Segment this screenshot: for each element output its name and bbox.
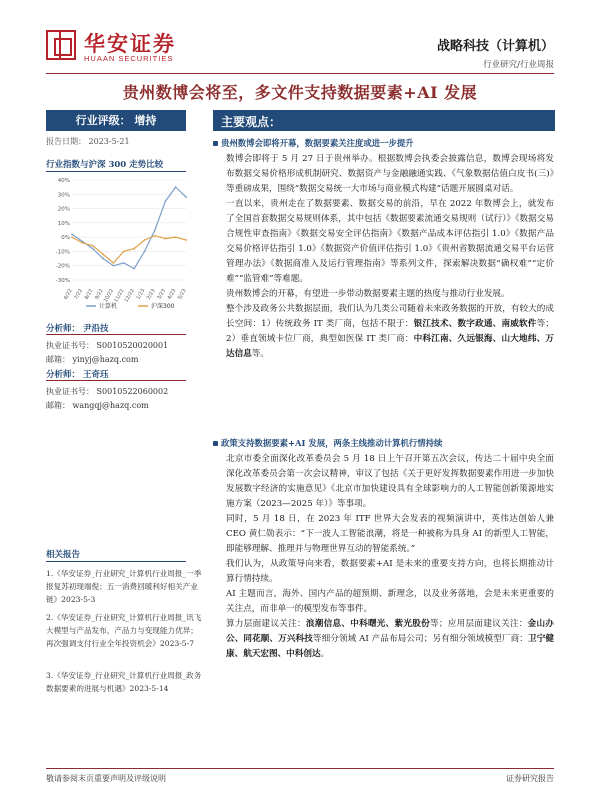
- report-date: 报告日期： 2023-5-21: [46, 137, 130, 146]
- legend-label: 沪深300: [151, 303, 175, 310]
- x-tick-label: 3/23: [156, 288, 168, 301]
- data-point: [185, 239, 187, 241]
- y-tick-label: -10%: [55, 249, 70, 256]
- x-tick-label: 7/22: [73, 288, 85, 301]
- bullet-heading-2: 政策支持数据要素+AI 发展，两条主线推动计算机行情持续: [221, 438, 443, 448]
- x-tick-label: 8/22: [83, 288, 95, 301]
- analyst-1-cert: 执业证书号： S0010520020001: [46, 341, 169, 350]
- data-point: [102, 253, 104, 255]
- x-tick-label: 5/23: [176, 288, 188, 301]
- brand-name: 华安证券: [84, 31, 176, 56]
- related-rule: [46, 561, 186, 562]
- company-logo: [46, 30, 76, 60]
- series-line-1: [72, 236, 186, 263]
- data-point: [133, 248, 135, 250]
- x-tick-label: 12/22: [123, 288, 136, 304]
- footer-divider: [46, 768, 554, 769]
- data-point: [185, 196, 187, 198]
- y-tick-label: 20%: [57, 206, 70, 213]
- highlight-companies: 银江技术、数字政通、南威软件: [413, 319, 537, 329]
- data-point: [144, 251, 146, 253]
- analyst-2-name: 分析师： 王奇珏: [46, 370, 109, 380]
- data-point: [175, 236, 177, 238]
- bullet-icon: [213, 141, 218, 146]
- main-points-heading: 主要观点：: [221, 115, 282, 129]
- y-tick-label: 30%: [57, 192, 70, 199]
- series-line-0: [72, 187, 186, 269]
- data-point: [154, 235, 156, 237]
- x-tick-label: 1/23: [135, 288, 147, 301]
- paragraph: 数博会即将于 5 月 27 日于贵州举办。根据数博会执委会披露信息，数博会现场将发布数据交易价格形成机制研究、数据资产与金融融通实践、《气象数据估值白皮书(三)》等重磅成果，围绕“数据交易统一大市场与商业模式构建”话题开展圆桌对话。: [226, 154, 554, 194]
- data-point: [113, 262, 115, 264]
- analyst-2-cert: 执业证书号： S0010522060002: [46, 387, 169, 396]
- chart-title: 行业指数与沪深 300 走势比较: [46, 160, 164, 170]
- x-tick-label: 11/22: [113, 288, 126, 304]
- footer-disclaimer[interactable]: 敬请参阅末页重要声明及评级说明: [46, 774, 166, 783]
- industry-rating: 行业评级： 增持: [46, 110, 186, 131]
- legend-label: 计算机: [99, 303, 118, 310]
- paragraph: 贵州数博会的开幕，有望进一步带动数据要素主题的热度与推动行业发展。: [226, 289, 510, 299]
- highlight-companies: 浪潮信息、中科曙光、紫光股份: [305, 619, 431, 629]
- data-point: [92, 245, 94, 247]
- analyst-2-email: 邮箱： wangqj@hazq.com: [46, 401, 149, 410]
- highlight-companies: 中科江南、久远银海、山大地纬、万达信息: [226, 334, 554, 359]
- highlight-companies: 卫宁健康、航天宏图、中科创达: [226, 634, 554, 659]
- paragraph: 北京市委全面深化改革委员会 5 月 18 日上午召开第五次会议，传达二十届中央全面深化改革委员会第一次会议精神，审议了包括《关于更好发挥数据要素作用进一步加快发展数字经济的实施意见》《北京市加快建设具有全球影响力的人工智能创新策源地实施方案（2023—2025 年）》等事项。: [226, 454, 554, 509]
- data-point: [71, 236, 73, 238]
- analyst-1-rule: [46, 334, 186, 335]
- index-chart: [46, 176, 196, 316]
- y-tick-label: -20%: [55, 263, 70, 270]
- report-subtype: 行业研究/行业周报: [483, 60, 554, 70]
- data-point: [123, 251, 125, 253]
- body-text-block-1: [226, 152, 554, 362]
- x-tick-label: 4/23: [166, 288, 178, 301]
- report-type: 战略科技（计算机）: [436, 39, 554, 54]
- related-report[interactable]: 1.《华安证券_行业研究_计算机行业周报_一季报复苏初现端倪；五一消费回暖利好相关产业链》2023-5-3: [46, 569, 202, 604]
- paragraph: 整个涉及政务公共数据层面，我们认为几类公司随着未来政务数据的开放，有较大的成长空间：1）传统政务 IT 类厂商，包括不限于：银江技术、数字政通、南威软件等；2）垂直领域卡位厂商，典型如医保 IT 类厂商：中科江南、久远银海、山大地纬、万达信息等。: [226, 304, 554, 359]
- y-tick-label: 40%: [57, 178, 70, 184]
- x-tick-label: 10/22: [102, 288, 116, 304]
- data-point: [164, 201, 166, 203]
- paragraph: 我们认为，从政策导向来看，数据要素+AI 是未来的重要支持方向，也将长期推动计算行情持续。: [226, 559, 554, 584]
- analyst-1-email: 邮箱： yinyj@hazq.com: [46, 355, 139, 364]
- body-text-block-2: [226, 452, 554, 662]
- related-report[interactable]: 2.《华安证券_行业研究_计算机行业周报_讯飞大模型与产品发布，产品力与变现能力优异；再次强调支付行业全年投资机会》2023-5-7: [46, 613, 202, 648]
- data-point: [102, 258, 104, 260]
- y-tick-label: -30%: [55, 278, 70, 284]
- y-tick-label: 0%: [61, 235, 70, 242]
- analyst-1-name: 分析师： 尹沿技: [46, 324, 109, 334]
- related-report[interactable]: 3.《华安证券_行业研究_计算机行业周报_政务数据要素的进展与机遇》2023-5-14: [46, 671, 202, 693]
- analyst-2-rule: [46, 380, 186, 381]
- data-point: [144, 239, 146, 241]
- header-divider: [46, 73, 554, 74]
- y-tick-label: 10%: [57, 220, 70, 227]
- data-point: [71, 233, 73, 235]
- related-reports-title: 相关报告: [46, 550, 81, 560]
- brand-name-en: HUAAN SECURITIES: [84, 54, 174, 63]
- data-point: [164, 238, 166, 240]
- chart-title-rule: [46, 171, 186, 172]
- data-point: [123, 262, 125, 264]
- x-tick-label: 2/23: [145, 288, 157, 301]
- data-point: [154, 229, 156, 231]
- paragraph: AI 主题而言，海外、国内产品的超预期、新理念，以及业务落地，会是未来更重要的关注点，而非单一的模型发布等事件。: [226, 589, 554, 614]
- footer-label: 证券研究报告: [506, 774, 554, 783]
- page-title: 贵州数博会将至，多文件支持数据要素+AI 发展: [122, 83, 478, 102]
- bullet-heading-1: 贵州数博会即将开幕，数据要素关注度或进一步提升: [221, 138, 414, 148]
- bullet-icon: [213, 441, 218, 446]
- data-point: [81, 242, 83, 244]
- paragraph: 同时，5 月 18 日，在 2023 年 ITF 世界大会发表的视频演讲中，英伟达创始人兼 CEO 黄仁勋表示：“下一波人工智能浪潮，将是一种被称为具身 AI 的新型人工智能，即能够理解、推理并与物理世界互动的智能系统。”: [226, 514, 554, 554]
- paragraph: 算力层面建议关注：浪潮信息、中科曙光、紫光股份等；应用层面建议关注：金山办公、同花顺、万兴科技等细分领域 AI 产品布局公司；另有细分领域模型厂商：卫宁健康、航天宏图、中科创达。: [226, 619, 554, 659]
- data-point: [175, 186, 177, 188]
- x-tick-label: 6/22: [62, 288, 74, 301]
- paragraph: 一直以来，贵州走在了数据要素、数据交易的前沿，早在 2022 年数博会上，就发布了全国首套数据交易规则体系，其中包括《数据要素流通交易规则（试行）》《数据交易合规性审查指南》《数据交易安全评估指南》《数据产品成本评估指引 1.0》《数据产品交易价格评估指引 1.0》《数据资产价值评估指引 1.0》《贵州省数据流通交易平台运营管理办法》《数据商准入及运行管理指南》等系列文件，探索解决数据“确权难”“定价难”“监管难”等难题。: [226, 199, 554, 284]
- x-tick-label: 9/22: [94, 288, 105, 301]
- data-point: [133, 268, 135, 270]
- data-point: [92, 248, 94, 250]
- highlight-companies: 金山办公、同花顺、万兴科技: [226, 619, 554, 644]
- data-point: [113, 265, 115, 267]
